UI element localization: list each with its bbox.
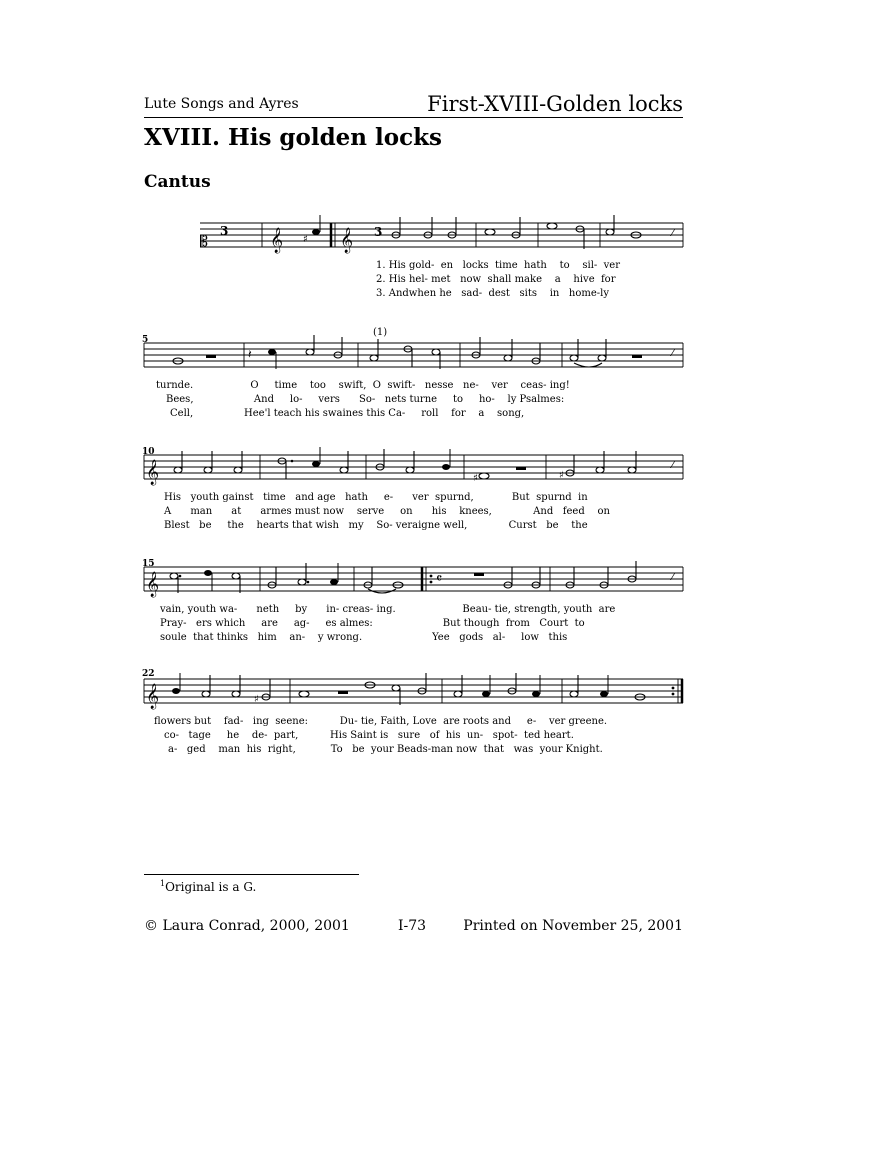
music-system-1 — [0, 205, 890, 305]
measure-number: 22 — [142, 669, 155, 679]
treble-clef-icon: 𝄞 — [146, 684, 160, 709]
music-system-4 — [0, 549, 890, 649]
custos-icon: ⁄ — [672, 348, 674, 359]
measure-number: 15 — [142, 559, 155, 569]
lyric-verse-1: turnde. O time too swift, O swift- nesse ne- ver ceas- ing! — [156, 380, 570, 391]
song-title: XVIII. His golden locks — [144, 124, 442, 151]
print-date: Printed on November 25, 2001 — [463, 918, 683, 934]
treble-clef-icon: 𝄞 — [146, 572, 160, 597]
lyric-verse-3: 3. Andwhen he sad- dest sits in home-ly — [376, 288, 610, 299]
time-signature: 3 — [374, 225, 383, 239]
sharp-icon: ♯ — [559, 470, 564, 481]
common-time-icon: 𝄴 — [436, 571, 443, 587]
measure-number: 10 — [142, 447, 155, 457]
rest-icon — [632, 355, 642, 358]
staff-3 — [0, 437, 890, 497]
lyric-verse-2: Bees, And lo- vers So- nets turne to ho- ly Psalmes: — [166, 394, 565, 405]
staff-1 — [0, 205, 890, 265]
book-title: Lute Songs and Ayres — [144, 96, 299, 112]
rest-icon — [338, 691, 348, 694]
sharp-icon: ♯ — [254, 694, 259, 705]
music-system-3 — [0, 437, 890, 537]
c-clef-icon: 𝄡 — [200, 234, 208, 250]
footnote-text: Original is a G. — [165, 880, 257, 894]
editorial-mark: (1) — [373, 327, 388, 338]
treble-clef-icon: 𝄞 — [340, 228, 354, 253]
header-rule — [144, 117, 683, 118]
custos-icon: ⁄ — [672, 460, 674, 471]
time-signature: 3 — [220, 224, 229, 238]
treble-clef-icon: 𝄞 — [270, 228, 284, 253]
footnote — [160, 879, 256, 894]
lyric-verse-1: 1. His gold- en locks time hath to sil- ver — [376, 260, 620, 271]
running-header — [144, 88, 683, 118]
staff-4 — [0, 549, 890, 609]
footnote-marker: 1 — [160, 879, 166, 888]
lyric-verse-1: His youth gainst time and age hath e- ver spurnd, But spurnd in — [164, 492, 588, 503]
page-number: I-73 — [398, 918, 427, 934]
music-system-5 — [0, 661, 890, 761]
page-footer — [144, 918, 683, 938]
lyric-verse-3: a- ged man his right, To be your Beads-man now that was your Knight. — [168, 744, 603, 755]
rest-icon — [206, 355, 216, 358]
lyric-verse-2: 2. His hel- met now shall make a hive for — [376, 274, 616, 285]
rest-icon — [516, 467, 526, 470]
part-name: Cantus — [144, 172, 211, 192]
sharp-icon: ♯ — [473, 473, 478, 484]
staff-2 — [0, 325, 890, 385]
lyric-verse-1: vain, youth wa- neth by in- creas- ing. Beau- tie, strength, youth are — [160, 604, 616, 615]
lyric-verse-3: Cell, Hee'l teach his swaines this Ca- roll for a song, — [170, 408, 525, 419]
rest-icon — [474, 573, 484, 576]
quarter-rest-icon: 𝄽 — [248, 347, 252, 361]
lyric-verse-3: soule that thinks him an- y wrong. Yee gods al- low this — [160, 632, 568, 643]
footnote-rule — [144, 874, 359, 875]
sharp-icon: ♯ — [303, 234, 308, 245]
lyric-verse-2: Pray- ers which are ag- es almes: But though from Court to — [160, 618, 585, 629]
lyric-verse-2: A man at armes must now serve on his knees, And feed on — [164, 506, 610, 517]
custos-icon: ⁄ — [672, 228, 674, 239]
copyright: © Laura Conrad, 2000, 2001 — [144, 918, 350, 934]
lyric-verse-1: flowers but fad- ing seene: Du- tie, Faith, Love are roots and e- ver greene. — [154, 716, 608, 727]
lyric-verse-3: Blest be the hearts that wish my So- veraigne well, Curst be the — [164, 520, 588, 531]
staff-5 — [0, 661, 890, 721]
treble-clef-icon: 𝄞 — [146, 460, 160, 485]
running-title: First-XVIII-Golden locks — [427, 92, 683, 116]
custos-icon: ⁄ — [672, 572, 674, 583]
music-system-2 — [0, 325, 890, 425]
lyric-verse-2: co- tage he de- part, His Saint is sure of his un- spot- ted heart. — [164, 730, 574, 741]
measure-number: 5 — [142, 335, 149, 345]
